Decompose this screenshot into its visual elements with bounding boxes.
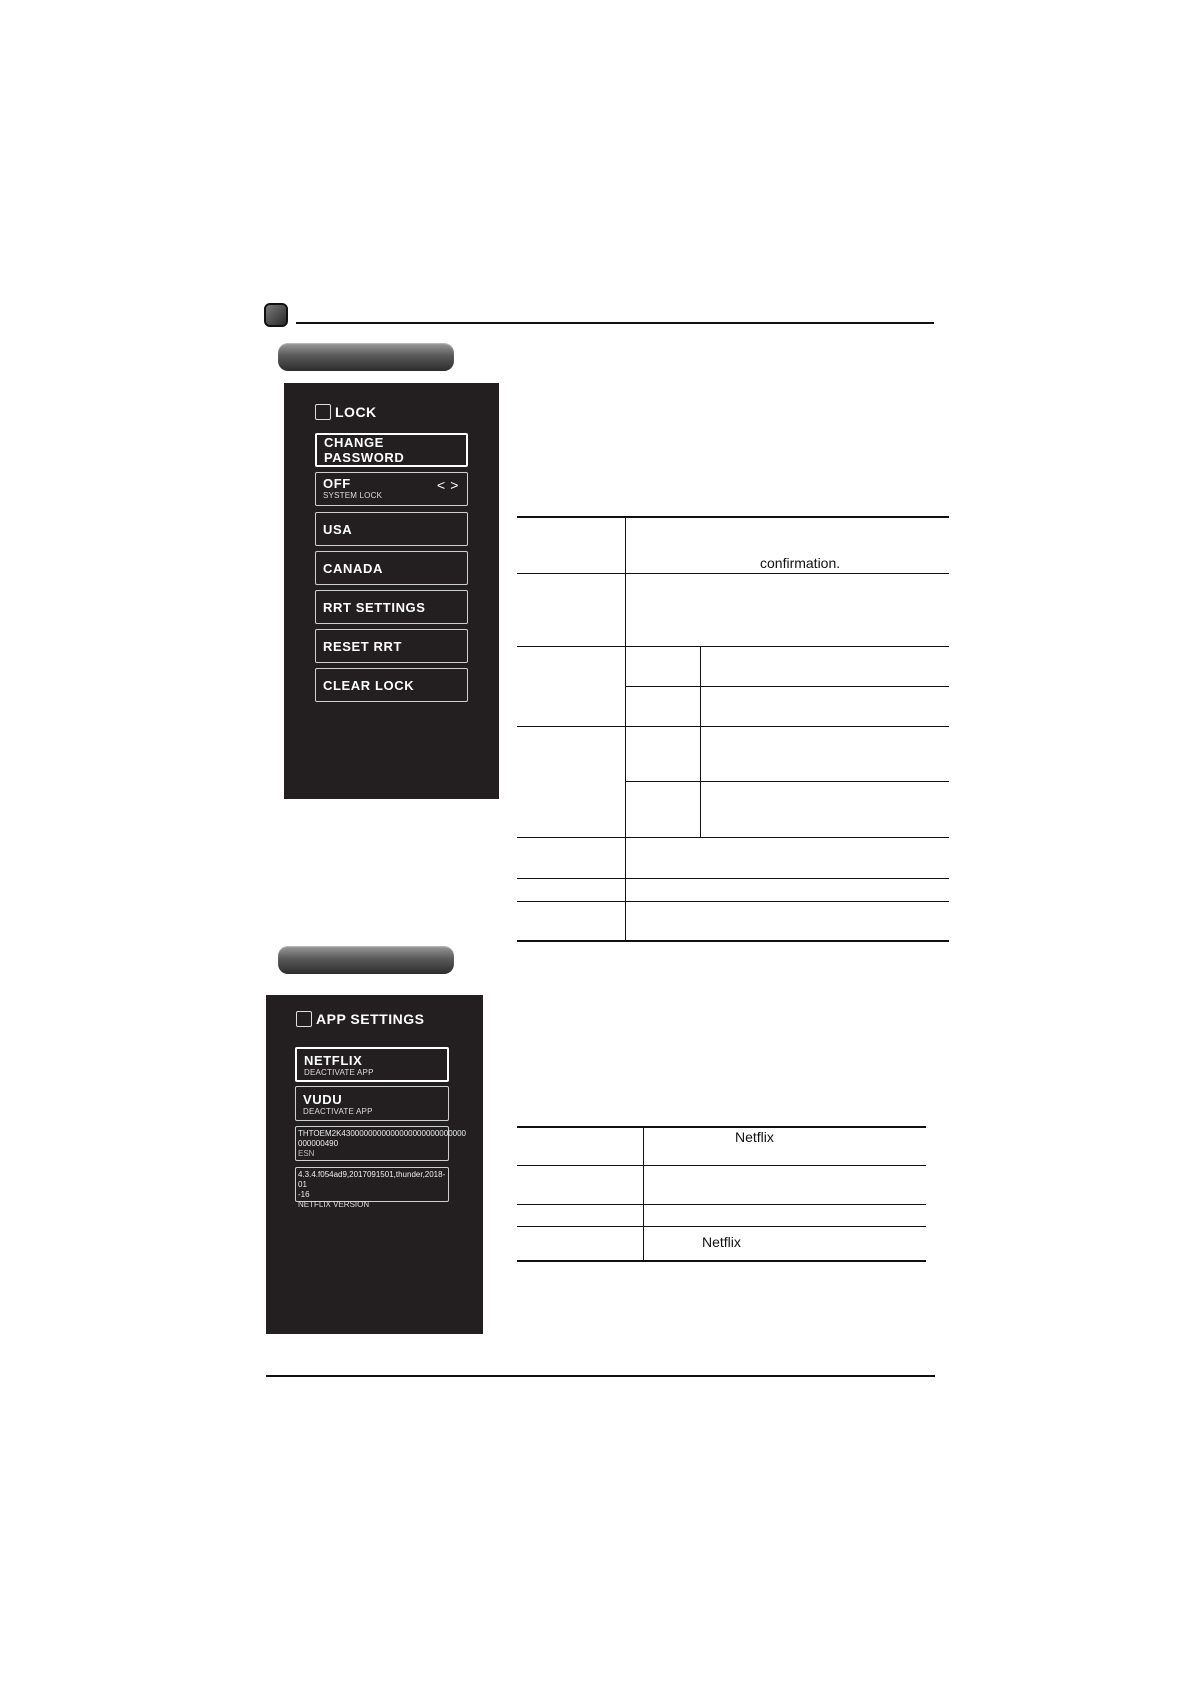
netflix-version-value: 4.3.4.f054ad9,2017091501,thunder,2018-01: [298, 1170, 446, 1189]
app-table-cell-text-4: Netflix: [702, 1234, 741, 1250]
esn-info-box: [295, 1126, 466, 1161]
netflix-version-box: [295, 1167, 449, 1209]
reset-rrt-button[interactable]: [315, 629, 468, 663]
clear-lock-button[interactable]: [315, 668, 468, 702]
esn-label: ESN: [298, 1149, 315, 1158]
system-lock-selector[interactable]: [315, 472, 468, 506]
netflix-sublabel: DEACTIVATE APP: [304, 1067, 374, 1077]
footer-rule: [266, 1375, 935, 1377]
vudu-sublabel: DEACTIVATE APP: [303, 1106, 373, 1116]
esn-value: THTOEM2K4300000000000000000000000000: [298, 1129, 466, 1138]
system-lock-sublabel: SYSTEM LOCK: [323, 491, 383, 500]
lock-menu-title-text: LOCK: [335, 404, 377, 420]
netflix-button[interactable]: [295, 1047, 449, 1082]
change-password-button[interactable]: [315, 433, 468, 467]
lock-table-cell-text: confirmation.: [760, 555, 841, 571]
app-settings-title-text: APP SETTINGS: [316, 1011, 425, 1027]
canada-label: CANADA: [323, 560, 383, 576]
usa-label: USA: [323, 521, 353, 537]
vudu-label: VUDU: [303, 1091, 343, 1107]
rrt-settings-label: RRT SETTINGS: [323, 599, 426, 615]
reset-rrt-label: RESET RRT: [323, 638, 403, 654]
netflix-label: NETFLIX: [304, 1052, 363, 1068]
app-settings-section-pill: [278, 946, 454, 974]
checkbox-icon: [315, 404, 331, 420]
checkbox-icon: [296, 1011, 312, 1027]
usa-button[interactable]: [315, 512, 468, 546]
vudu-button[interactable]: [295, 1086, 449, 1121]
app-table-cell-text-1: Netflix: [735, 1129, 774, 1145]
netflix-version-label: NETFLIX VERSION: [298, 1200, 370, 1209]
rrt-settings-button[interactable]: [315, 590, 468, 624]
lock-menu-panel: [284, 383, 499, 799]
lock-menu-title: [315, 404, 377, 420]
clear-lock-label: CLEAR LOCK: [323, 677, 415, 693]
netflix-version-value-cont: -16: [298, 1190, 310, 1199]
system-lock-value: OFF: [323, 476, 351, 491]
app-settings-panel: [266, 995, 483, 1334]
app-settings-title: [296, 1011, 424, 1027]
section-tab-icon: [264, 303, 288, 327]
canada-button[interactable]: [315, 551, 468, 585]
left-right-arrows-icon[interactable]: < >: [436, 477, 459, 493]
header-rule: [296, 322, 934, 324]
lock-section-pill: [278, 343, 454, 371]
change-password-label: CHANGE PASSWORD: [324, 435, 405, 465]
esn-value-cont: 000000490: [298, 1139, 339, 1148]
